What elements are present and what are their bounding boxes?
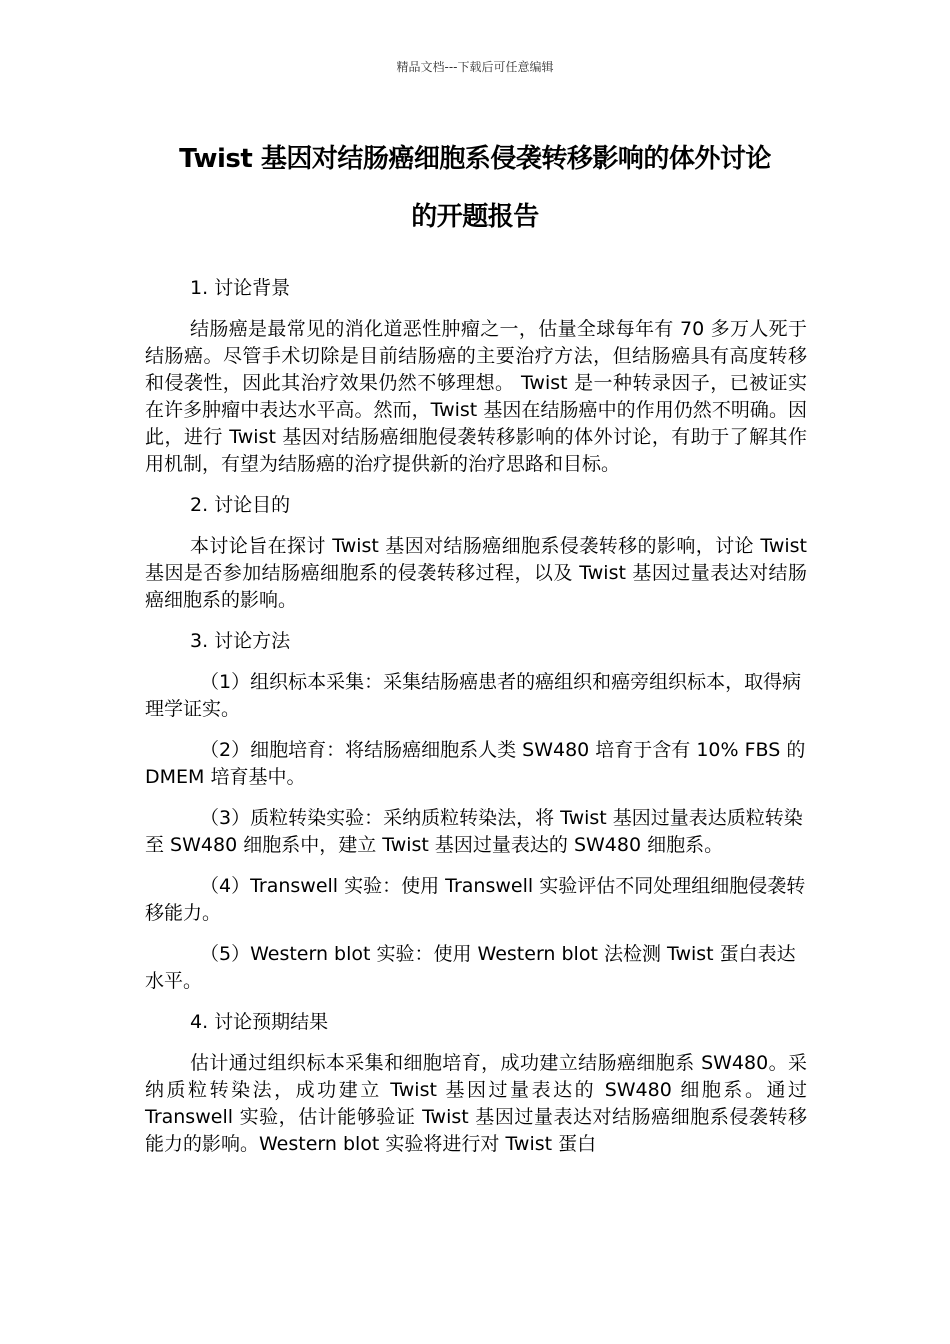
section-heading-methods: 3. 讨论方法: [190, 630, 291, 652]
method-item: （5）Western blot 实验：使用 Western blot 法检测 Twist 蛋白表达水平。: [145, 943, 796, 992]
method-item: （1）组织标本采集：采集结肠癌患者的癌组织和癌旁组织标本，取得病理学证实。: [145, 671, 802, 720]
paragraph-purpose: 本讨论旨在探讨 Twist 基因对结肠癌细胞系侵袭转移的影响，讨论 Twist 基因是否参加结肠癌细胞系的侵袭转移过程，以及 Twist 基因过量表达对结肠癌细胞系的影响。: [145, 535, 807, 611]
section-heading-purpose: 2. 讨论目的: [190, 494, 291, 516]
header-note: 精品文档---下载后可任意编辑: [396, 60, 554, 74]
method-item: （3）质粒转染实验：采纳质粒转染法，将 Twist 基因过量表达质粒转染至 SW480 细胞系中，建立 Twist 基因过量表达的 SW480 细胞系。: [145, 807, 803, 856]
paragraph-results: 估计通过组织标本采集和细胞培育，成功建立结肠癌细胞系 SW480。采纳质粒转染法，成功建立 Twist 基因过量表达的 SW480 细胞系。通过 Transwell 实验，估计能够验证 Twist 基因过量表达对结肠癌细胞系侵袭转移能力的影响。Western blot 实验将进行对 Twist 蛋白: [145, 1052, 807, 1155]
section-heading-results: 4. 讨论预期结果: [190, 1011, 329, 1033]
title-line-1: Twist 基因对结肠癌细胞系侵袭转移影响的体外讨论: [179, 144, 771, 174]
title-line-2: 的开题报告: [411, 202, 539, 232]
method-item: （2）细胞培育：将结肠癌细胞系人类 SW480 培育于含有 10% FBS 的 DMEM 培育基中。: [145, 739, 806, 788]
document-body: [145, 275, 807, 1172]
method-item: （4）Transwell 实验：使用 Transwell 实验评估不同处理组细胞侵袭转移能力。: [145, 875, 806, 924]
section-heading-background: 1. 讨论背景: [190, 277, 291, 299]
paragraph-background: 结肠癌是最常见的消化道恶性肿瘤之一，估量全球每年有 70 多万人死于结肠癌。尽管手术切除是目前结肠癌的主要治疗方法，但结肠癌具有高度转移和侵袭性，因此其治疗效果仍然不够理想。 Twist 是一种转录因子，已被证实在许多肿瘤中表达水平高。然而，Twist 基因在结肠癌中的作用仍然不明确。因此，进行 Twist 基因对结肠癌细胞侵袭转移影响的体外讨论，有助于了解其作用机制，有望为结肠癌的治疗提供新的治疗思路和目标。: [145, 318, 807, 475]
